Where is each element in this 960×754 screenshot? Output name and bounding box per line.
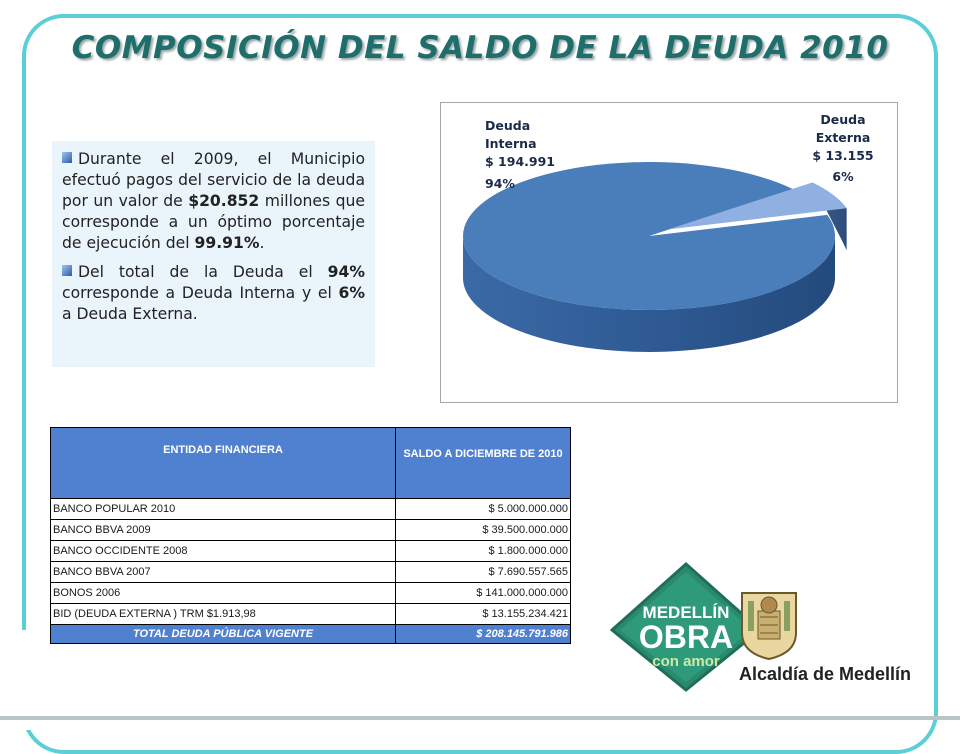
logo-text-medellin: MEDELLÍN bbox=[642, 603, 730, 622]
table-row bbox=[51, 499, 571, 520]
label-interna: Deuda Interna $ 194.991 94% bbox=[485, 118, 555, 191]
row-entity: BANCO BBVA 2009 bbox=[51, 520, 396, 541]
coat-of-arms-icon bbox=[734, 587, 804, 661]
row-entity: BANCO POPULAR 2010 bbox=[51, 499, 396, 520]
row-entity: BONOS 2006 bbox=[51, 583, 396, 604]
summary-textbox bbox=[52, 141, 375, 367]
row-amount: $ 141.000.000.000 bbox=[396, 583, 571, 604]
alcaldia-wordmark: Alcaldía de Medellín bbox=[739, 664, 912, 684]
slide-title: COMPOSICIÓN DEL SALDO DE LA DEUDA 2010 bbox=[71, 30, 889, 66]
row-amount: $ 13.155.234.421 bbox=[396, 604, 571, 625]
row-entity: BANCO BBVA 2007 bbox=[51, 562, 396, 583]
table-total-row bbox=[51, 625, 571, 644]
header-balance: SALDO A DICIEMBRE DE 2010 bbox=[396, 428, 571, 499]
logo-text-obra: OBRA bbox=[638, 619, 734, 655]
row-entity: BANCO OCCIDENTE 2008 bbox=[51, 541, 396, 562]
total-amount: $ 208.145.791.986 bbox=[396, 625, 571, 644]
square-bullet-icon bbox=[62, 265, 72, 276]
row-amount: $ 7.690.557.565 bbox=[396, 562, 571, 583]
pie-chart-box bbox=[440, 102, 898, 403]
total-label: TOTAL DEUDA PÚBLICA VIGENTE bbox=[51, 625, 396, 644]
row-amount: $ 5.000.000.000 bbox=[396, 499, 571, 520]
table-row bbox=[51, 562, 571, 583]
table-row bbox=[51, 604, 571, 625]
square-bullet-icon bbox=[62, 152, 72, 163]
logo-text-con-amor: con amor bbox=[652, 653, 720, 670]
header-entity: ENTIDAD FINANCIERA bbox=[51, 428, 396, 499]
row-entity: BID (DEUDA EXTERNA ) TRM $1.913,98 bbox=[51, 604, 396, 625]
debt-table bbox=[50, 427, 571, 644]
table-row bbox=[51, 520, 571, 541]
summary-paragraph-1: Durante el 2009, el Municipio efectuó pagos del servicio de la deuda por un valor de $20.852 millones que corresponde a un óptimo porcentaje de ejecución del 99.91%. bbox=[62, 150, 365, 252]
label-externa: Deuda Externa $ 13.155 6% bbox=[812, 112, 874, 184]
row-amount: $ 1.800.000.000 bbox=[396, 541, 571, 562]
bottom-divider bbox=[0, 716, 960, 720]
row-amount: $ 39.500.000.000 bbox=[396, 520, 571, 541]
frame-gap bbox=[0, 630, 30, 730]
table-row bbox=[51, 541, 571, 562]
table-row bbox=[51, 583, 571, 604]
summary-paragraph-2: Del total de la Deuda el 94% corresponde a Deuda Interna y el 6% a Deuda Externa. bbox=[62, 263, 365, 323]
table-header-row bbox=[51, 428, 571, 499]
